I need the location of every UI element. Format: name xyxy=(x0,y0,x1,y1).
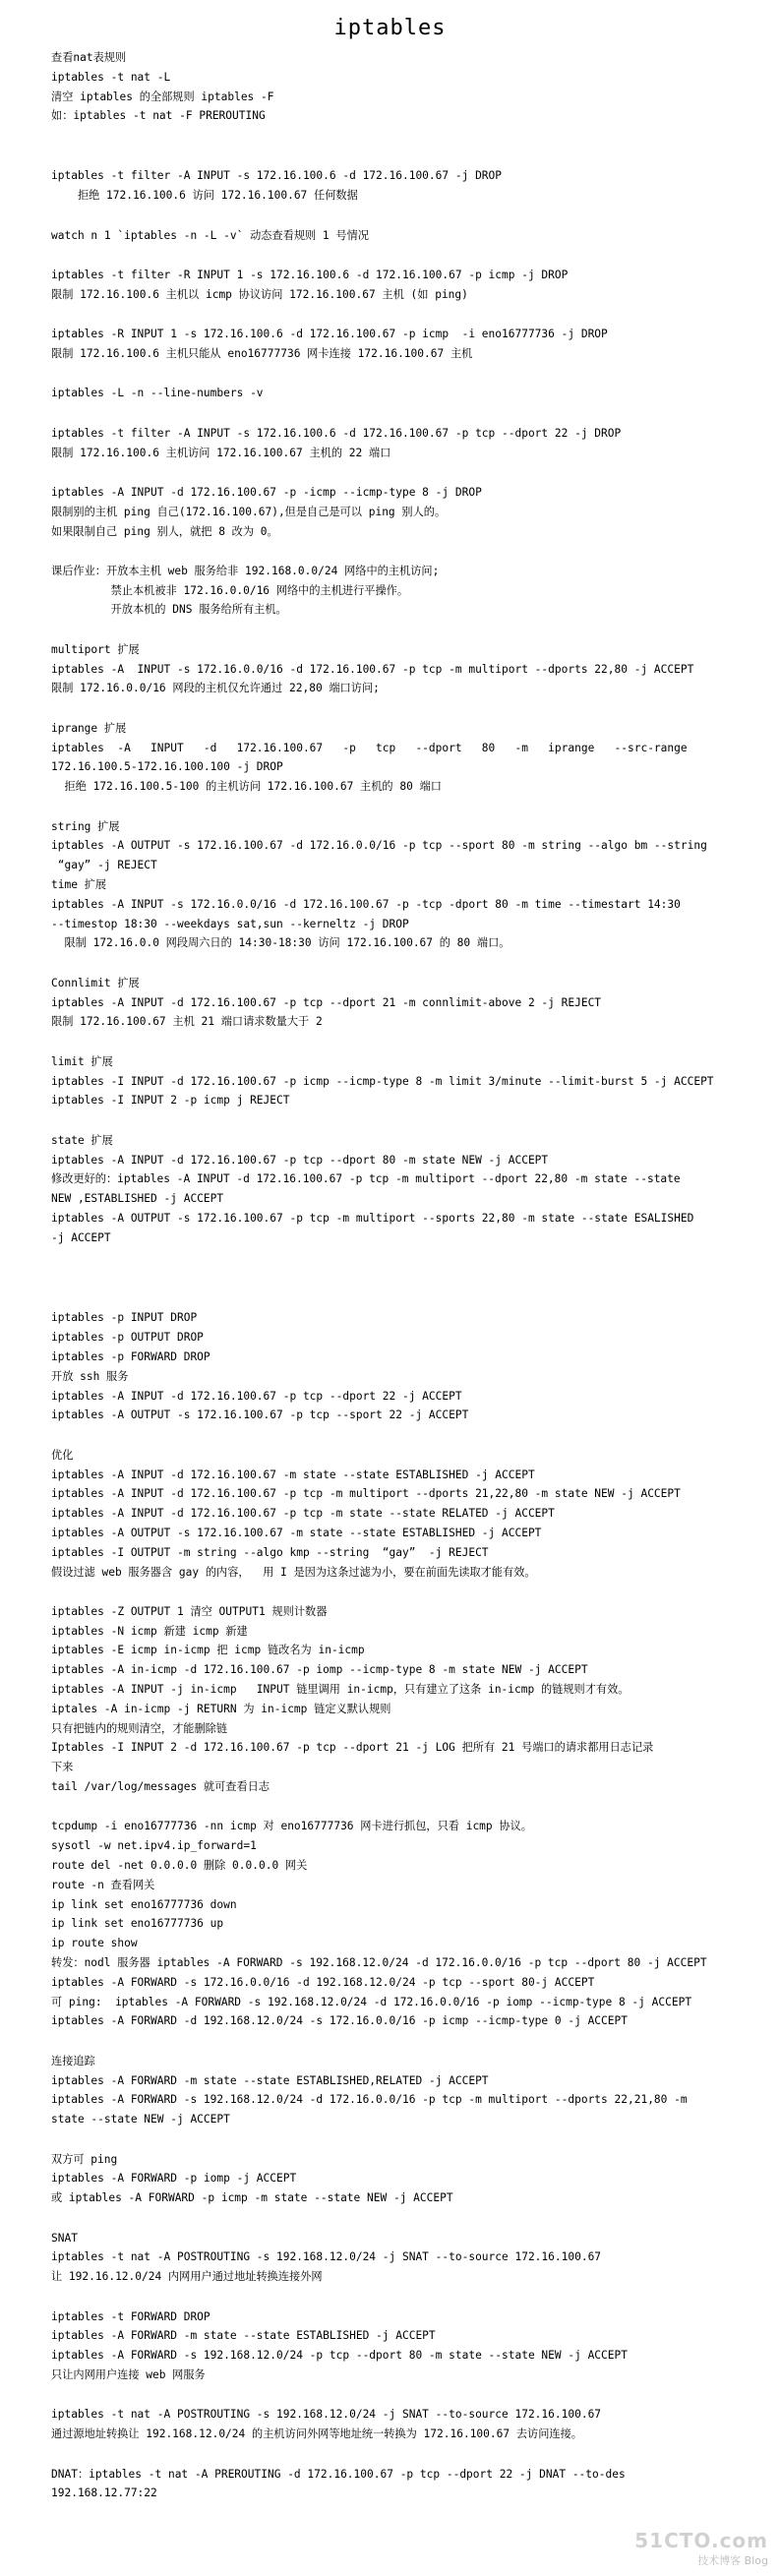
text-line: ip link set eno16777736 down xyxy=(51,1897,237,1911)
text-line: 通过源地址转换让 192.168.12.0/24 的主机访问外网等地址统一转换为 172.16.100.67 去访问连接。 xyxy=(51,2427,582,2441)
text-line: iptables -R INPUT 1 -s 172.16.100.6 -d 172.16.100.67 -p icmp -i eno16777736 -j DROP xyxy=(51,328,608,341)
text-line: DNAT：iptables -t nat -A PREROUTING -d 172.16.100.67 -p tcp --dport 22 -j DNAT --to-des xyxy=(51,2467,626,2481)
text-line: iptables -A OUTPUT -s 172.16.100.67 -m state --state ESTABLISHED -j ACCEPT xyxy=(51,1526,542,1539)
text-line: iptables -E icmp in-icmp 把 icmp 链改名为 in-icmp xyxy=(51,1644,365,1657)
text-line: SNAT xyxy=(51,2231,78,2245)
page-title: iptables xyxy=(333,16,447,40)
text-line: iptables -I OUTPUT -m string --algo kmp --string “gay” -j REJECT xyxy=(51,1545,489,1559)
text-line xyxy=(51,2444,780,2465)
text-line: sysotl -w net.ipv4.ip_forward=1 xyxy=(51,1839,257,1853)
text-line xyxy=(51,305,780,326)
text-line xyxy=(51,2129,780,2150)
text-line: iptables -A INPUT -d 172.16.100.67 -p tcp -m state --state RELATED -j ACCEPT xyxy=(51,1507,555,1521)
text-line xyxy=(51,126,780,147)
text-line: iptables -A INPUT -s 172.16.0.0/16 -d 172.16.100.67 -p -tcp -dport 80 -m time --timestart 14:30 xyxy=(51,897,681,911)
text-line: iptables -t filter -A INPUT -s 172.16.100.6 -d 172.16.100.67 -j DROP xyxy=(51,169,503,183)
text-line: 或 iptables -A FORWARD -p icmp -m state --state NEW -j ACCEPT xyxy=(51,2191,453,2205)
text-line: iptables -A INPUT -d 172.16.100.67 -p -icmp --icmp-type 8 -j DROP xyxy=(51,485,482,499)
text-line: iptables -A in-icmp -d 172.16.100.67 -p iomp --icmp-type 8 -m state NEW -j ACCEPT xyxy=(51,1663,588,1677)
text-line xyxy=(51,147,780,167)
text-line: 开放本机的 DNS 服务给所有主机。 xyxy=(51,603,287,617)
text-line xyxy=(51,1110,780,1131)
text-line: 限制别的主机 ping 自己(172.16.100.67),但是自己是可以 ping 别人的。 xyxy=(51,505,447,518)
text-line: iptables -t nat -A POSTROUTING -s 192.168.12.0/24 -j SNAT --to-source 172.16.100.67 xyxy=(51,2250,602,2264)
text-line: state --state NEW -j ACCEPT xyxy=(51,2113,230,2127)
text-line: 查看nat表规则 xyxy=(51,51,127,64)
text-line: iptables -t filter -R INPUT 1 -s 172.16.100.6 -d 172.16.100.67 -p icmp -j DROP xyxy=(51,268,569,281)
text-line: 只让内网用户连接 web 网服务 xyxy=(51,2367,206,2381)
text-line: Connlimit 扩展 xyxy=(51,976,140,989)
text-line xyxy=(51,541,780,562)
text-line: iptables -t filter -A INPUT -s 172.16.100.6 -d 172.16.100.67 -p tcp --dport 22 -j DROP xyxy=(51,426,622,440)
text-line: iptables -A FORWARD -s 172.16.0.0/16 -d 192.168.12.0/24 -p tcp --sport 80-j ACCEPT xyxy=(51,1975,595,1989)
text-line: watch n 1 `iptables -n -L -v` 动态查看规则 1 号情况 xyxy=(51,228,369,242)
text-line: iptables -p INPUT DROP xyxy=(51,1311,198,1325)
text-line: iptables -A FORWARD -p iomp -j ACCEPT xyxy=(51,2172,297,2186)
text-line: 192.168.12.77:22 xyxy=(51,2486,157,2500)
text-line xyxy=(51,462,780,483)
text-line: iptables -A INPUT -d 172.16.100.67 -p tcp --dport 80 -m state NEW -j ACCEPT xyxy=(51,1153,549,1167)
text-line: 可 ping: iptables -A FORWARD -s 192.168.12.0/24 -d 172.16.0.0/16 -p iomp --icmp-type 8 -j ACCEPT xyxy=(51,1995,692,2008)
text-line xyxy=(51,1248,780,1269)
text-line: iptables -A OUTPUT -s 172.16.100.67 -p tcp -m multiport --sports 22,80 -m state --state ESALISHED xyxy=(51,1211,694,1225)
text-line: 让 192.16.12.0/24 内网用户通过地址转换连接外网 xyxy=(51,2270,323,2284)
text-line xyxy=(51,206,780,226)
text-line: iptables -N icmp 新建 icmp 新建 xyxy=(51,1624,248,1638)
text-line xyxy=(51,620,780,640)
text-line: 修改更好的：iptables -A INPUT -d 172.16.100.67 -p tcp -m multiport --dport 22,80 -m state --state xyxy=(51,1172,681,1186)
text-line xyxy=(51,2031,780,2052)
text-line: time 扩展 xyxy=(51,878,107,892)
text-line: 下来 xyxy=(51,1761,74,1774)
text-line: iptables -A INPUT -s 172.16.0.0/16 -d 172.16.100.67 -p tcp -m multiport --dports 22,80 -j ACCEPT xyxy=(51,662,694,676)
text-line: iptables -A OUTPUT -s 172.16.100.67 -d 172.16.0.0/16 -p tcp --sport 80 -m string --algo bm --string xyxy=(51,839,707,853)
text-line xyxy=(51,1032,780,1052)
text-line xyxy=(51,2208,780,2229)
text-line: iptables -A FORWARD -d 192.168.12.0/24 -s 172.16.0.0/16 -p icmp --icmp-type 0 -j ACCEPT xyxy=(51,2014,628,2028)
text-line: 开放 ssh 服务 xyxy=(51,1369,129,1383)
text-line: iptables -I INPUT -d 172.16.100.67 -p icmp --icmp-type 8 -m limit 3/minute --limit-burst 5 -j ACCEPT xyxy=(51,1074,714,1088)
text-line: iptables -A INPUT -d 172.16.100.67 -p tcp -m multiport --dports 21,22,80 -m state NEW -j ACCEPT xyxy=(51,1487,681,1501)
text-line: iptables -A INPUT -d 172.16.100.67 -p tcp --dport 21 -m connlimit-above 2 -j REJECT xyxy=(51,995,602,1009)
text-line: iptables -A INPUT -j in-icmp INPUT 链里调用 in-icmp，只有建立了这条 in-icmp 的链规则才有效。 xyxy=(51,1683,630,1697)
watermark-site: 51CTO.com xyxy=(634,2529,768,2552)
text-line xyxy=(51,245,780,266)
text-line: iprange 扩展 xyxy=(51,721,127,735)
text-line: -j ACCEPT xyxy=(51,1230,111,1244)
text-line: iptables -A INPUT -d 172.16.100.67 -m state --state ESTABLISHED -j ACCEPT xyxy=(51,1468,535,1481)
text-line: 172.16.100.5-172.16.100.100 -j DROP xyxy=(51,760,283,774)
watermark-logo xyxy=(634,2529,768,2568)
text-line xyxy=(51,364,780,385)
text-line: route del -net 0.0.0.0 删除 0.0.0.0 网关 xyxy=(51,1859,308,1873)
text-line: 限制 172.16.100.6 主机访问 172.16.100.67 主机的 22 端口 xyxy=(51,446,391,459)
text-line xyxy=(51,1582,780,1602)
text-line: iptables -L -n --line-numbers -v xyxy=(51,387,264,400)
text-line xyxy=(51,2385,780,2406)
text-line xyxy=(51,1288,780,1309)
text-line: 课后作业：开放本主机 web 服务给非 192.168.0.0/24 网络中的主机访问; xyxy=(51,564,440,577)
text-line: 拒绝 172.16.100.6 访问 172.16.100.67 任何数据 xyxy=(51,189,358,203)
text-line: 禁止本机被非 172.16.0.0/16 网络中的主机进行平操作。 xyxy=(51,583,409,597)
text-line xyxy=(51,1797,780,1818)
text-line: 双方可 ping xyxy=(51,2152,118,2166)
text-line xyxy=(51,698,780,719)
text-line: multiport 扩展 xyxy=(51,642,140,656)
text-line: Iptables -I INPUT 2 -d 172.16.100.67 -p tcp --dport 21 -j LOG 把所有 21 号端口的请求都用日志记录 xyxy=(51,1741,654,1755)
text-line: 限制 172.16.100.6 主机只能从 eno16777736 网卡连接 172.16.100.67 主机 xyxy=(51,346,473,360)
text-line: string 扩展 xyxy=(51,819,120,833)
text-line: iptables -A OUTPUT -s 172.16.100.67 -p tcp --sport 22 -j ACCEPT xyxy=(51,1408,469,1422)
text-line xyxy=(51,953,780,974)
text-line: limit 扩展 xyxy=(51,1054,113,1068)
text-line: iptables -t nat -L xyxy=(51,70,171,84)
text-line: 如果限制自己 ping 别人，就把 8 改为 0。 xyxy=(51,524,278,538)
text-line: 连接追踪 xyxy=(51,2054,95,2067)
text-line: --timestop 18:30 --weekdays sat,sun --kerneltz -j DROP xyxy=(51,917,409,930)
text-line: iptables -A FORWARD -s 192.168.12.0/24 -p tcp --dport 80 -m state --state NEW -j ACCEPT xyxy=(51,2349,628,2363)
text-line xyxy=(51,2287,780,2307)
text-line: NEW ,ESTABLISHED -j ACCEPT xyxy=(51,1192,224,1206)
text-line: state 扩展 xyxy=(51,1133,113,1147)
text-line: 转发：nodl 服务器 iptables -A FORWARD -s 192.168.12.0/24 -d 172.16.0.0/16 -p tcp --dport 80 -j ACCEPT xyxy=(51,1956,707,1970)
text-line: iptales -A in-icmp -j RETURN 为 in-icmp 链定义默认规则 xyxy=(51,1702,391,1715)
text-line: route -n 查看网关 xyxy=(51,1878,155,1891)
text-line: iptables -A FORWARD -m state --state ESTABLISHED -j ACCEPT xyxy=(51,2329,436,2343)
text-line: 限制 172.16.100.67 主机 21 端口请求数量大于 2 xyxy=(51,1015,323,1029)
text-line: 限制 172.16.100.6 主机以 icmp 协议访问 172.16.100.67 主机 (如 ping) xyxy=(51,287,468,301)
text-line: iptables -A FORWARD -s 192.168.12.0/24 -d 172.16.0.0/16 -p tcp -m multiport --dports 22,21,80 -m xyxy=(51,2093,688,2107)
text-line: 只有把链内的规则清空，才能删除链 xyxy=(51,1721,228,1735)
text-line: 限制 172.16.0.0/16 网段的主机仅允许通过 22,80 端口访问; xyxy=(51,682,380,695)
text-line xyxy=(51,1268,780,1288)
text-line: iptables -Z OUTPUT 1 清空 OUTPUT1 规则计数器 xyxy=(51,1604,328,1618)
text-line xyxy=(51,797,780,817)
text-line: iptables -t FORWARD DROP xyxy=(51,2309,210,2323)
text-line: tcpdump -i eno16777736 -nn icmp 对 eno16777736 网卡进行抓包，只看 icmp 协议。 xyxy=(51,1820,532,1833)
text-line: iptables -A INPUT -d 172.16.100.67 -p tcp --dport 22 -j ACCEPT xyxy=(51,1389,462,1403)
text-line xyxy=(51,1425,780,1446)
text-line: 限制 172.16.0.0 网段周六日的 14:30-18:30 访问 172.16.100.67 的 80 端口。 xyxy=(51,936,510,950)
text-line: iptables -t nat -A POSTROUTING -s 192.168.12.0/24 -j SNAT --to-source 172.16.100.67 xyxy=(51,2408,602,2422)
text-line: 清空 iptables 的全部规则 iptables -F xyxy=(51,90,274,103)
text-line: ip route show xyxy=(51,1937,138,1950)
text-line: tail /var/log/messages 就可查看日志 xyxy=(51,1780,270,1794)
text-line: iptables -A INPUT -d 172.16.100.67 -p tcp --dport 80 -m iprange --src-range xyxy=(51,741,688,754)
text-line: ip link set eno16777736 up xyxy=(51,1917,224,1931)
text-line xyxy=(51,403,780,424)
text-line: 优化 xyxy=(51,1448,74,1462)
watermark-tagline: 技术博客 Blog xyxy=(697,2554,768,2567)
text-line: iptables -A FORWARD -m state --state ESTABLISHED,RELATED -j ACCEPT xyxy=(51,2073,489,2087)
text-line: 拒绝 172.16.100.5-100 的主机访问 172.16.100.67 主机的 80 端口 xyxy=(51,780,442,794)
text-line: 假设过滤 web 服务器含 gay 的内容， 用 I 是因为这条过滤为小，要在前面先读取才能有效。 xyxy=(51,1565,536,1579)
text-line: iptables -p FORWARD DROP xyxy=(51,1349,210,1363)
document-body xyxy=(51,48,780,2503)
text-line: iptables -I INPUT 2 -p icmp j REJECT xyxy=(51,1094,290,1108)
text-line: iptables -p OUTPUT DROP xyxy=(51,1331,204,1345)
text-line: “gay” -j REJECT xyxy=(51,859,157,872)
text-line: 如：iptables -t nat -F PREROUTING xyxy=(51,109,266,123)
